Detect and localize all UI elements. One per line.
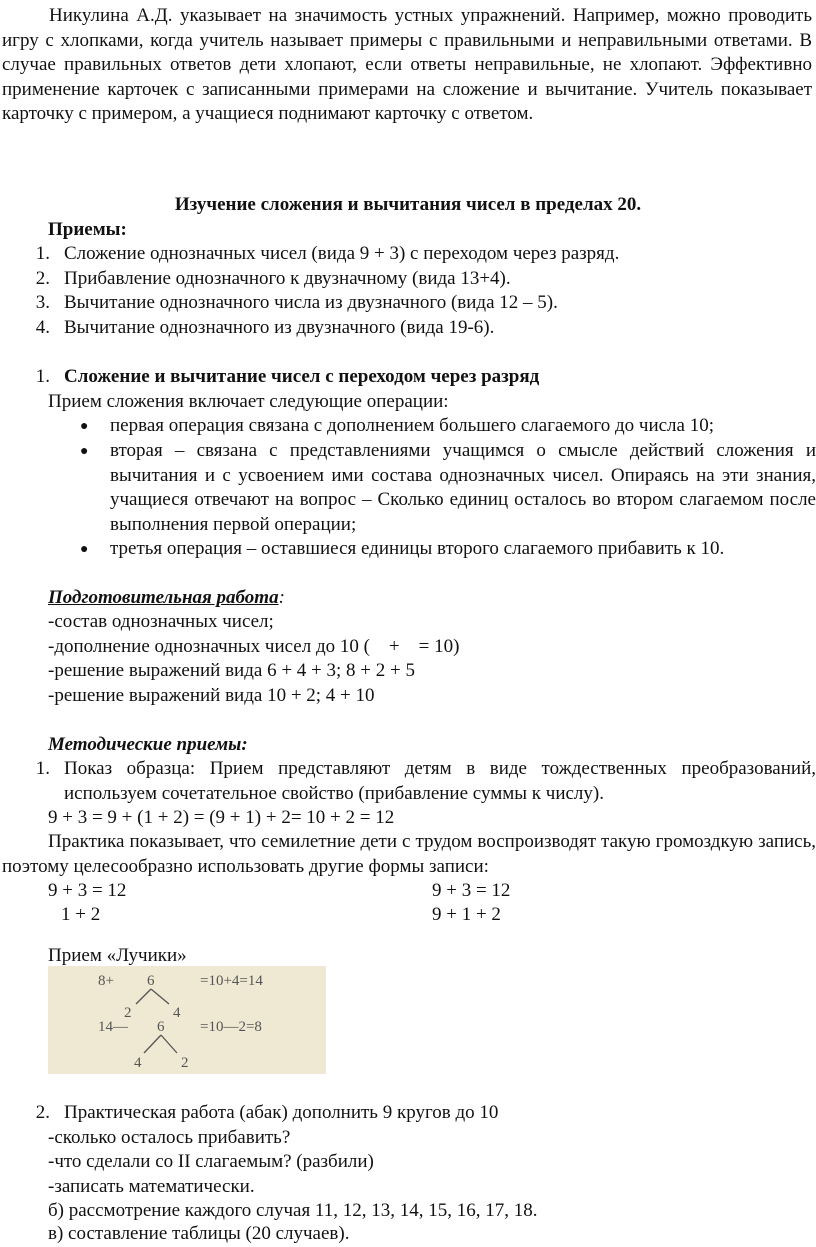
list-text: Вычитание однозначного числа из двузначного (вида 12 – 5). [64,292,558,313]
form-left-1: 9 + 3 = 12 [48,880,127,901]
list-number: 2. [35,268,50,289]
section-heading: Сложение и вычитание чисел с переходом через разряд [64,366,540,387]
list-item [110,414,816,439]
rays-row1-part-a: 2 [124,1005,132,1021]
bullet-icon: ● [80,419,89,434]
method-2-item: -записать математически. [48,1176,255,1197]
list-item [110,439,816,537]
intro-paragraph [2,4,812,127]
section-title: Изучение сложения и вычитания чисел в пределах 20. [174,194,642,215]
rays-diagram [48,966,326,1074]
method-1-text [64,757,816,806]
method-2-item: -сколько осталось прибавить? [48,1127,291,1148]
section-number: 1. [35,366,50,387]
method-label: Методические приемы: [48,734,248,755]
prep-colon: : [278,587,285,608]
rays-row1-addend: 8+ [98,973,114,989]
prep-item: -решение выражений вида 10 + 2; 4 + 10 [48,685,375,706]
bullet-text: первая операция связана с дополнением большего слагаемого до числа 10; [110,415,714,436]
method-2-item: б) рассмотрение каждого случая 11, 12, 13, 14, 15, 16, 17, 18. [48,1200,538,1221]
intro-text: Никулина А.Д. указывает на значимость устных упражнений. Например, можно проводить игру с хлопками, когда учитель называет примеры с правильными и неправильными ответами. В случае правильных ответов дети хлопают, если ответы неправильные, не хлопают. Эффективно применение карточек с записанными примерами на сложение и вычитание. Учитель показывает карточку с примером, а учащиеся поднимают карточку с ответом. [2,5,812,125]
rays-row2-number: 6 [157,1019,165,1035]
ray-line [144,1035,161,1053]
prep-item: -дополнение однозначных чисел до 10 ( + = 10) [48,636,460,657]
bullet-text: третья операция – оставшиеся единицы второго слагаемого прибавить к 10. [110,538,725,559]
ray-line [151,989,169,1004]
list-text: Сложение однозначных чисел (вида 9 + 3) с переходом через разряд. [64,243,620,264]
practice-text: Практика показывает, что семилетние дети с трудом воспроизводят такую громоздкую запись, поэтому целесообразно использовать другие формы записи: [2,831,816,877]
list-number: 3. [35,292,50,313]
method-2-text: Практическая работа (абак) дополнить 9 кругов до 10 [64,1102,499,1123]
formula: 9 + 3 = 9 + (1 + 2) = (9 + 1) + 2= 10 + 2 = 12 [48,807,395,828]
rays-row1-number: 6 [147,973,155,989]
ray-line [161,1035,177,1053]
form-right-1: 9 + 3 = 12 [432,880,511,901]
bullet-icon: ● [80,542,89,557]
prep-item: -решение выражений вида 6 + 4 + 3; 8 + 2 + 5 [48,660,415,681]
method-1-paragraph: Показ образца: Прием представляют детям в виде тождественных преобразований, используем сочетательное свойство (прибавление суммы к числу). [64,758,816,804]
list-text: Вычитание однозначного из двузначного (вида 19-6). [64,317,495,338]
operations-intro: Прием сложения включает следующие операции: [48,391,449,412]
ray-line [136,989,151,1004]
form-right-2: 9 + 1 + 2 [432,904,501,925]
bullet-text: вторая – связана с представлениями учащимся о смысле действий сложения и вычитания и с усвоением ими состава однозначных чисел. Опираясь на эти знания, учащиеся отвечают на вопрос – Сколько единиц осталось во втором слагаемом после выполнения первой операции; [110,440,816,535]
list-item [110,537,816,562]
rays-row2-part-a: 4 [134,1055,142,1071]
rays-row2-part-b: 2 [181,1055,189,1071]
list-number: 1. [35,758,50,779]
method-2-item: в) составление таблицы (20 случаев). [48,1223,350,1244]
rays-row2-result: =10—2=8 [200,1019,262,1035]
list-number: 1. [35,243,50,264]
list-text: Прибавление однозначного к двузначному (вида 13+4). [64,268,511,289]
prep-heading [48,586,285,611]
list-number: 4. [35,317,50,338]
form-left-2: 1 + 2 [61,904,101,925]
list-number: 2. [35,1102,50,1123]
rays-diagram-image [48,966,326,1074]
rays-row1-result: =10+4=14 [200,973,263,989]
rays-row2-minuend: 14— [98,1019,128,1035]
prep-item: -состав однозначных чисел; [48,611,274,632]
bullet-icon: ● [80,444,89,459]
method-2-item: -что сделали со II слагаемым? (разбили) [48,1151,374,1172]
methods-label: Приемы: [48,219,127,240]
practice-paragraph [2,830,816,879]
prep-label: Подготовительная работа [48,587,279,608]
rays-label: Прием «Лучики» [48,945,187,966]
rays-row1-part-b: 4 [173,1005,181,1021]
